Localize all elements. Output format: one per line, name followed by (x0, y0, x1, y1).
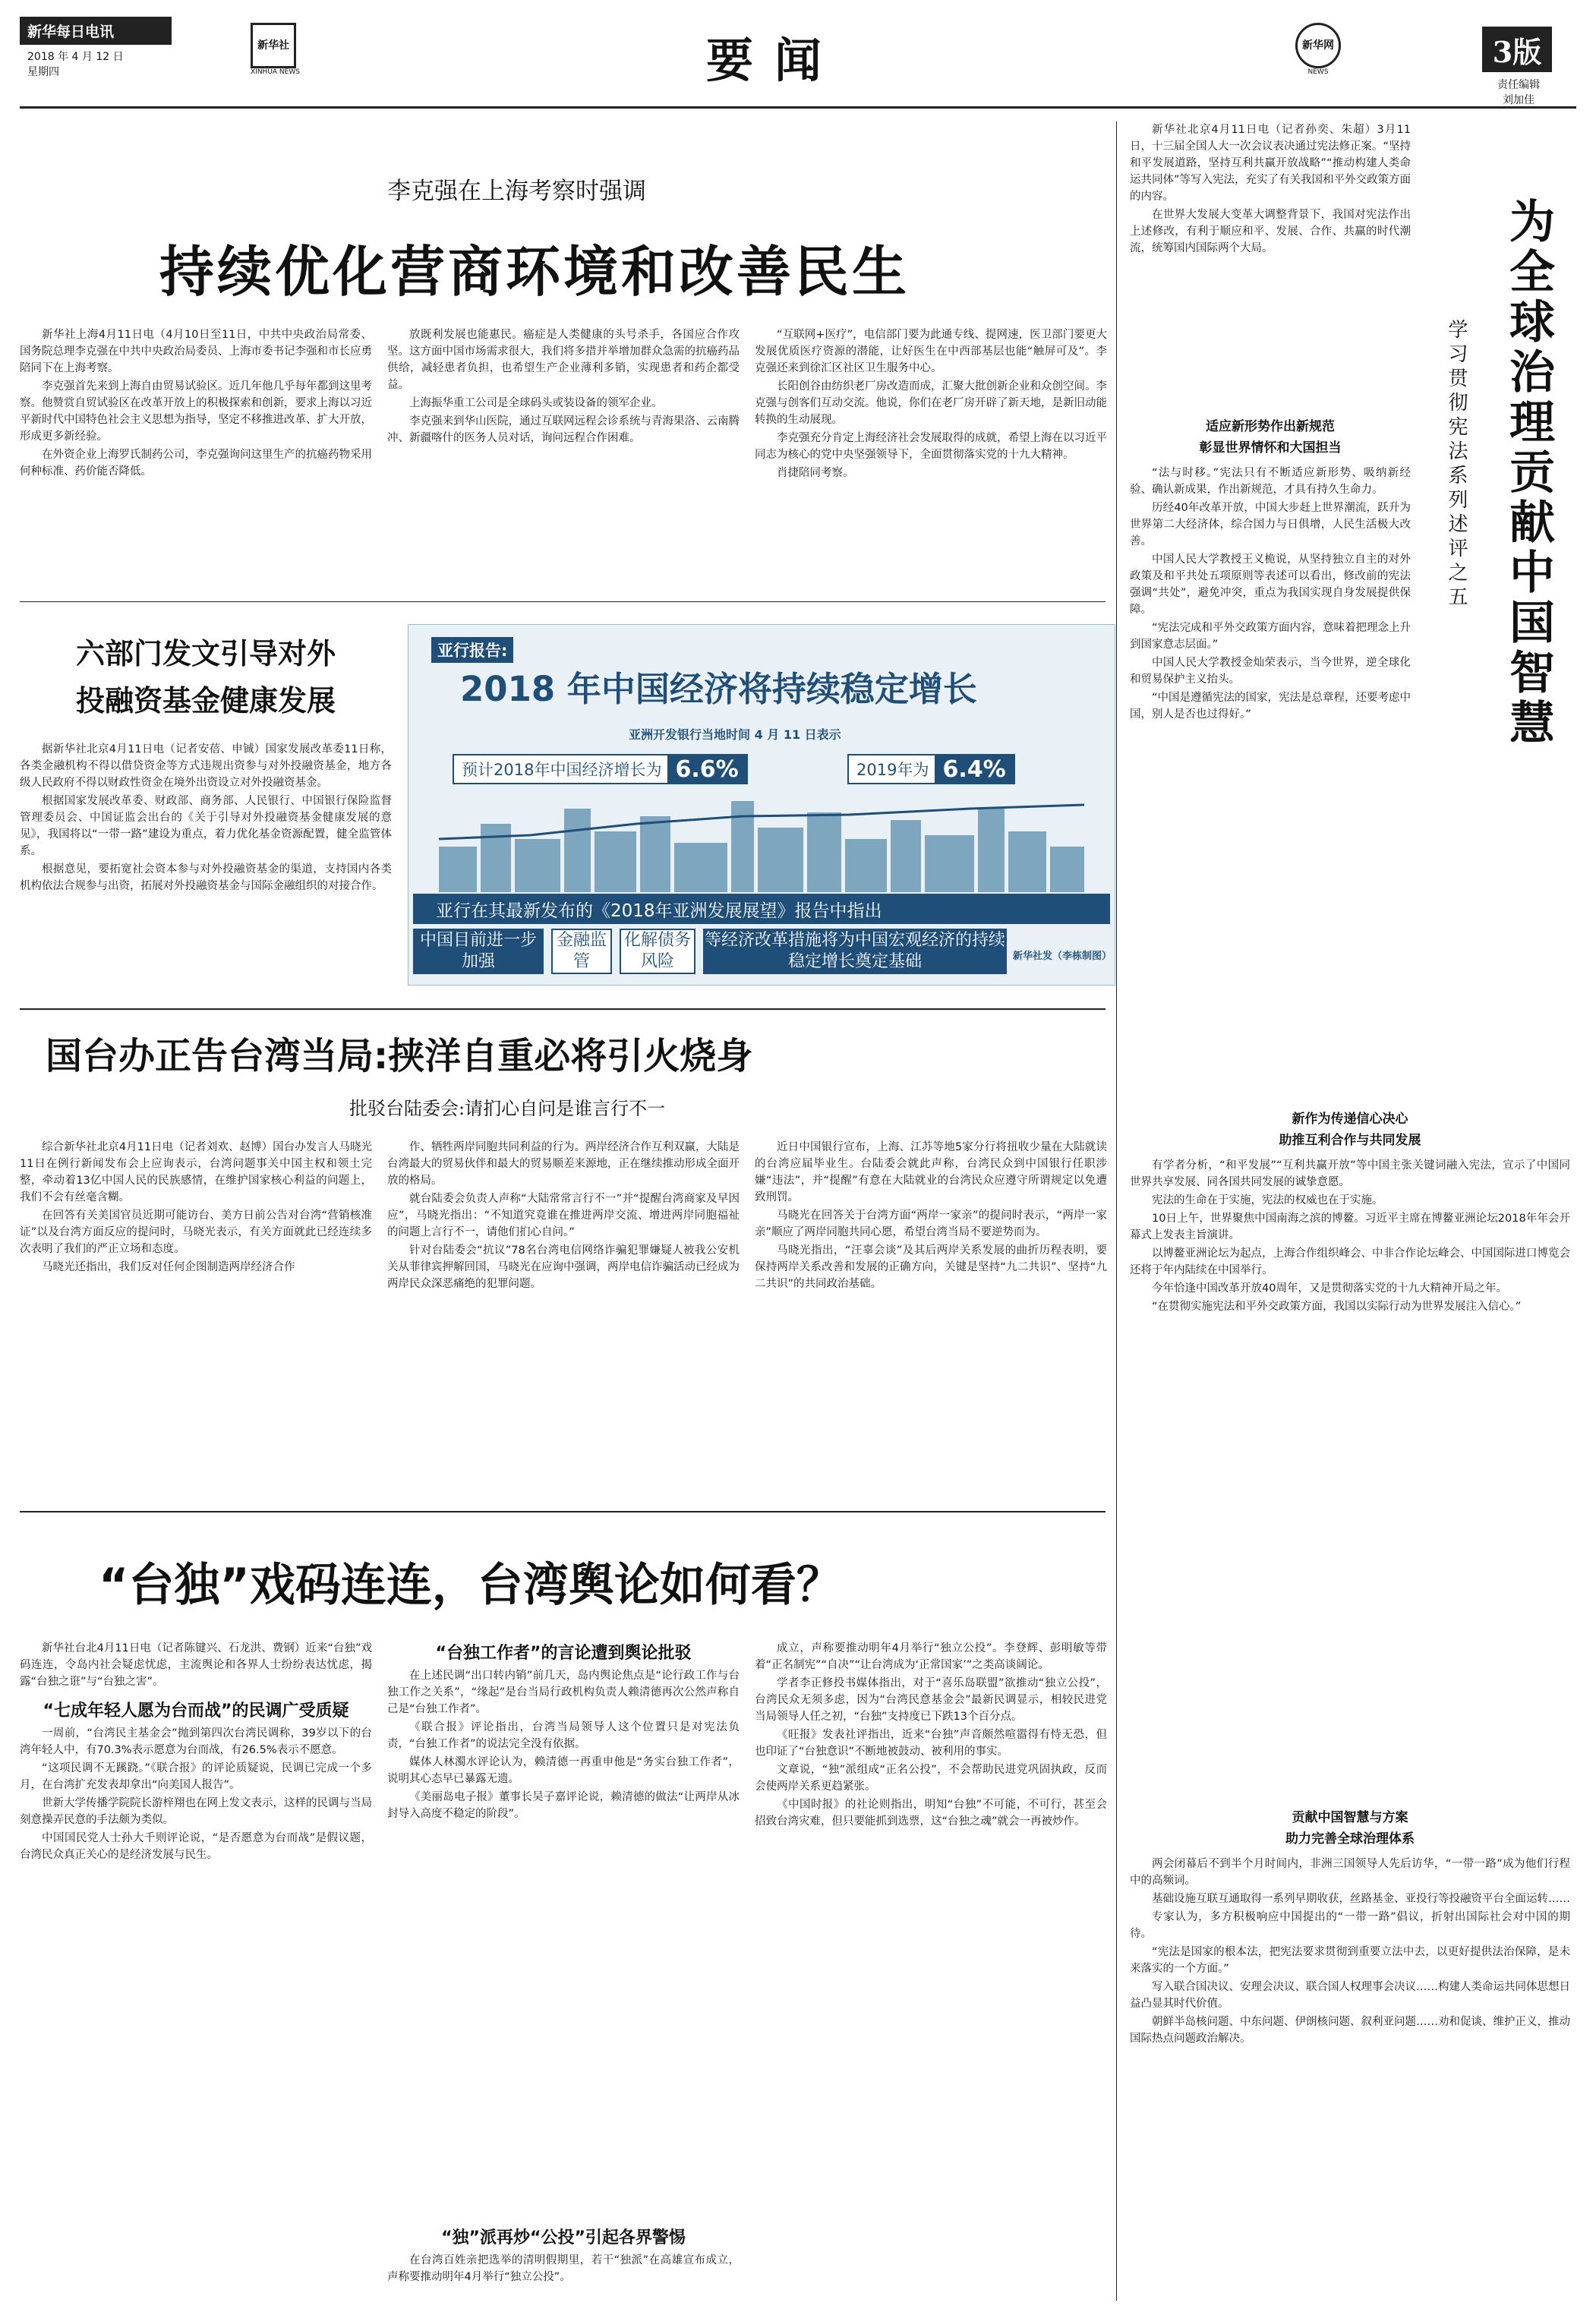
story4-intro: 新华社台北4月11日电（记者陈键兴、石龙洪、费钢）近来“台独”戏码连连，令岛内社会疑虑忧虑，主流舆论和各界人士纷纷表达忧虑，揭露“台独之诳”与“台独之害”。 (20, 1642, 372, 1688)
xinhuanet-logo: 新华网 NEWS (1295, 23, 1341, 76)
story5-col-c: 两会闭幕后不到半个月时间内，非洲三国领导人先后访华，“一带一路”成为他们行程中的高频词。 基础设施互联互通取得一系列早期收获，丝路基金、亚投行等投融资平台全面运转…… 专家认为，多方积极响应中国提出的“一带一路”倡议，折射出国际社会对中国的期待。 “宪法是国家的根本法，把宪法要求贯彻到重要立法中去，以更好提供法治保障，是未来落实的一个方面。” 写入联合国决议、安理会决议、联合国人权理事会决议……构建人类命运共同体思想日益凸显其时代价值。 朝鲜半岛核问题、中东问题、伊朗核问题、叙利亚问题……劝和促谈、维护正义，推动国际热点问题政治解决。 (1130, 1858, 1570, 2045)
story4-col1: 一周前，“台湾民主基金会”抛到第四次台湾民调称，39岁以下的台湾年轻人中，有70.3%表示愿意为台而战，有26.5%表示不愿意。 “这项民调不无蹊跷。”《联合报》的评论质疑说，民调已完成一个多月，在台湾扩充发表却拿出“向美国人报告”。 世新大学传播学院院长游梓翔也在网上发文表示，这样的民调与当局刻意操弄民意的手法颇为类似。 中国国民党人士孙大千则评论说，“是否愿意为台而战”是假议题，台湾民众真正关心的是经济发展与民生。 (20, 1727, 372, 1861)
infographic-source: 亚洲开发银行当地时间 4 月 11 日表示 (629, 727, 841, 742)
story3-headline: 国台办正告台湾当局:挟洋自重必将引火烧身 (46, 1035, 753, 1077)
story2-body: 据新华社北京4月11日电（记者安蓓、申铖）国家发展改革委11日称，各类金融机构不得以借贷资金等方式违规出资参与对外投融资基金，地方各级人民政府不得以财政性资金在境外出资设立对外投融资基金。 根据国家发展改革委、财政部、商务部、人民银行、中国银行保险监督管理委员会、中国证监会出台的《关于引导对外投融资基金健康发展的意见》，我国将以“一带一路”建设为重点，着力优化基金资源配置，健全监管体系。 根据意见，要拓宽社会资本参与对外投融资基金的渠道，支持国内各类机构依法合规参与出资，拓展对外投融资基金与国际金融组织的对接合作。 (20, 743, 392, 892)
section-title: 要闻 (706, 33, 844, 88)
story5-vertical-headline: 为全球治理贡献中国智慧 (1502, 197, 1555, 749)
story1-col1: 新华社上海4月11日电（4月10日至11日，中共中央政治局常委、国务院总理李克强在中共中央政治局委员、上海市委书记李强和市长应勇陪同下在上海考察。 李克强首先来到上海自由贸易试验区。近几年他几乎每年都到这里考察。他赞赏自贸试验区在改革开放上的积极探索和创新，要求上海以习近平新时代中国特色社会主义思想为指导，坚定不移推进改革、扩大开放，形成更多新经验。 在外资企业上海罗氏制药公司，李克强询问这里生产的抗癌药物采用何种标准、药价能否降低。 (20, 329, 372, 478)
story4-col3: 成立，声称要推动明年4月举行“独立公投”。李登辉、彭明敏等带着“正名制宪”“自决”“让台湾成为‘正常国家’”之类高谈阔论。 学者李正修投书媒体指出，对于“喜乐岛联盟”欲推动“独立公投”，台湾民众无须多虑，因为“台湾民意基金会”最新民调显示，相较民进党当局领导人任之初，“台独”支持度已下跌13个百分点。 《旺报》发表社评指出，近来“台独”声音颇然喧嚣得有恃无恐，但也印证了“台独意识”不断地被鼓动、被利用的事实。 文章说，“独”派组成“正名公投”，不会帮助民进党巩固执政，反而会使两岸关系更趋紧张。 《中国时报》的社论则指出，明知“台独”不可能，不可行，甚至会招致台湾灾难，但只要能抓到选票，这“台独之魂”就会一再被炒作。 (755, 1642, 1107, 1828)
story5-sub3: 贡献中国智慧与方案 助力完善全球治理体系 (1285, 1810, 1415, 1847)
box-financial-supervision: 金融监管 (551, 929, 612, 974)
story4-headline: “台独”戏码连连，台湾舆论如何看？ (99, 1559, 842, 1612)
city-skyline-illustration (439, 793, 1084, 892)
story5-col-b: 有学者分析，“和平发展”“互利共赢开放”等中国主张关键词融入宪法，宣示了中国同世界共享发展、同各国共同发展的诚挚意愿。 宪法的生命在于实施，宪法的权威也在于实施。 10日上午，世界聚焦中国南海之滨的博鳌。习近平主席在博鳌亚洲论坛2018年年会开幕式上发表主旨演讲。 以博鳌亚洲论坛为起点，上海合作组织峰会、中非合作论坛峰会、中国国际进口博览会还将于年内陆续在中国举行。 今年恰逢中国改革开放40周年，又是贯彻落实党的十九大精神开局之年。 “在贯彻实施宪法和平外交政策方面，我国以实际行动为世界发展注入信心。” (1130, 1159, 1570, 1313)
infographic-band: 亚行在其最新发布的《2018年亚洲发展展望》报告中指出 (413, 894, 1110, 924)
xinhua-logo: 新华社 XINHUA NEWS (251, 23, 300, 76)
prediction-2018: 预计2018年中国经济增长为 6.6% (453, 754, 748, 784)
story4-sub1: “七成年轻人愿为台而战”的民调广受质疑 (43, 1702, 349, 1721)
page-number: 3版 (1482, 27, 1552, 72)
story4-sub3: “独”派再炒“公投”引起各界警惕 (441, 2228, 686, 2247)
story1-col3: “互联网+医疗”，电信部门要为此通专线、提网速，医卫部门要更大发展优质医疗资源的潜能，让好医生在中西部基层也能“触屏可及”。李克强还来到徐汇区社区卫生服务中心。 长阳创谷由纺织老厂房改造而成，汇聚大批创新企业和众创空间。李克强与创客们互动交流。他说，你们在老厂房开辟了新天地，是新旧动能转换的生动展现。 李克强充分肯定上海经济社会发展取得的成就，希望上海在以习近平同志为核心的党中央坚强领导下，全面贯彻落实党的十九大精神。 肖捷陪同考察。 (755, 329, 1107, 479)
masthead-left (20, 17, 172, 77)
prediction-2019: 2019年为 6.4% (847, 754, 1015, 784)
story1-kicker: 李克强在上海考察时强调 (387, 178, 646, 205)
issue-date: 2018 年 4 月 12 日 星期四 (27, 51, 124, 78)
story5-sub1: 适应新形势作出新规范 彰显世界情怀和大国担当 (1199, 419, 1342, 456)
infographic-tag: 亚行报告: (431, 637, 513, 663)
box-strengthen: 中国目前进一步加强 (413, 929, 544, 974)
story4-col2: 在上述民调“出口转内销”前几天，岛内舆论焦点是“论行政工作与台独工作之关系”，“缘起”是台当局行政机构负责人赖清德再次公然声称自己是“台独工作者”。 《联合报》评论指出，台湾当局领导人这个位置只是对宪法负责，“台独工作者”的说法完全没有依据。 媒体人林濁水评论认为，赖清德一再重申他是“务实台独工作者”，说明其心态早已暴露无遗。 《美丽岛电子报》董事长吴子嘉评论说，赖清德的做法“让两岸从冰封导入高度不稳定的阶段”。 (387, 1670, 740, 1820)
box-debt-risk: 化解债务风险 (620, 929, 695, 974)
story3-col1: 综合新华社北京4月11日电（记者刘欢、赵博）国台办发言人马晓光11日在例行新闻发布会上应询表示，台湾问题事关中国主权和领土完整，牵动着13亿中国人民的民族感情，在维护国家核心利益的问题上，我们不会有丝毫含糊。 在回答有关美国官员近期可能访台、美方日前公告对台湾“营销核准证”以及台湾方面反应的提问时，马晓光表示，有关方面就此已经连续多次表明了我们的严正立场和态度。 马晓光还指出，我们反对任何企图制造两岸经济合作 (20, 1141, 372, 1273)
story3-col2: 作、牺牲两岸同胞共同利益的行为。两岸经济合作互利双赢，大陆是台湾最大的贸易伙伴和最大的贸易顺差来源地，正在继续推动形成全面开放的格局。 就台陆委会负责人声称“大陆常常言行不一”并“提醒台湾商家及早因应”，马晓光指出：“不知道究竟谁在推进两岸交流、增进两岸同胞福祉的问题上言行不一，请他们扪心自问。” 针对台陆委会“抗议”78名台湾电信网络诈骗犯罪嫌疑人被我公安机关从菲律宾押解回国，马晓光在应询中强调，两岸电信诈骗活动已经成为两岸民众深恶痛绝的犯罪问题。 (387, 1141, 740, 1290)
story4-sub2: “台独工作者”的言论遭到舆论批驳 (435, 1644, 692, 1663)
story3-subhead: 批驳台陆委会:请扪心自问是谁言行不一 (349, 1098, 666, 1119)
story5-col-a: “法与时移。”宪法只有不断适应新形势、吸纳新经验、确认新成果，作出新规范，才具有持久生命力。 历经40年改革开放，中国大步赶上世界潮流，跃升为世界第二大经济体，综合国力与日俱增，人民生活极大改善。 中国人民大学教授王义桅说，从坚持独立自主的对外政策及和平共处五项原则等表述可以看出，修改前的宪法强调“共处”，避免冲突，重点为我国实现自身发展提供保障。 “宪法完成和平外交政策方面内容，意味着把理念上升到国家意志层面。” 中国人民大学教授金灿荣表示，当今世界，逆全球化和贸易保护主义抬头。 “中国是遵循宪法的国家，宪法是总章程，还要考虑中国，别人是否也过得好。” (1130, 467, 1411, 721)
paper-name: 新华每日电讯 (20, 17, 172, 45)
story1-headline: 持续优化营商环境和改善民生 (159, 240, 910, 304)
story5-intro: 新华社北京4月11日电（记者孙奕、朱超）3月11日，十三届全国人大一次会议表决通过宪法修正案。“坚持和平发展道路，坚持互利共赢开放战略”“推动构建人类命运共同体”等写入宪法，充实了有关我国和平外交政策方面的内容。 在世界大发展大变革大调整背景下，我国对宪法作出上述修改，有利于顺应和平、发展、合作、共赢的时代潮流，统筹国内国际两个大局。 (1130, 124, 1411, 254)
story4-col2b: 在台湾百姓亲把选举的清明假期里，若干“独派”在高雄宣布成立，声称要推动明年4月举行“独立公投”。 (387, 2254, 740, 2283)
story1-col2: 放既利发展也能惠民。癌症是人类健康的头号杀手，各国应合作攻坚。这方面中国市场需求很大，我们将多措并举增加群众急需的抗癌药品供给，减轻患者负担，也希望生产企业薄利多销，实现患者和药企都受益。 上海振华重工公司是全球码头或装设备的领军企业。 李克强来到华山医院，通过互联网远程会诊系统与青海果洛、云南腾冲、新疆喀什的医务人员对话，询问远程合作困难。 (387, 329, 740, 444)
story2-headline: 六部门发文引导对外 投融资基金健康发展 (75, 637, 336, 718)
box-reform-foundation: 等经济改革措施将为中国宏观经济的持续稳定增长奠定基础 (703, 929, 1007, 974)
infographic-title: 2018 年中国经济将持续稳定增长 (460, 669, 977, 709)
story3-col3: 近日中国银行宣布，上海、江苏等地5家分行将扭收少量在大陆就读的台湾应届毕业生。台陆委会就此声称，台湾民众到中国银行任职涉嫌“违法”，并“提醒”有意在大陆就业的台湾民众应遵守所谓规定以免遭致刑罚。 马晓光在回答关于台湾方面“两岸一家亲”的提问时表示，“两岸一家亲”顺应了两岸同胞共同心愿，希望台湾当局不要逆势而为。 马晓光指出，“汪辜会谈”及其后两岸关系发展的曲折历程表明，要保持两岸关系改善和发展的正确方向，关键是坚持“九二共识”、坚持“九二共识”的共同政治基础。 (755, 1141, 1107, 1290)
infographic-credit: 新华社发（李栋制图） (1013, 951, 1112, 962)
story5-sub2: 新作为传递信心决心 助推互利合作与共同发展 (1279, 1112, 1421, 1148)
adb-infographic (408, 624, 1115, 986)
editor-credit: 责任编辑 刘加佳 (1497, 79, 1540, 106)
story5-vertical-subhead: 学习贯彻宪法系列述评之五 (1445, 319, 1468, 610)
